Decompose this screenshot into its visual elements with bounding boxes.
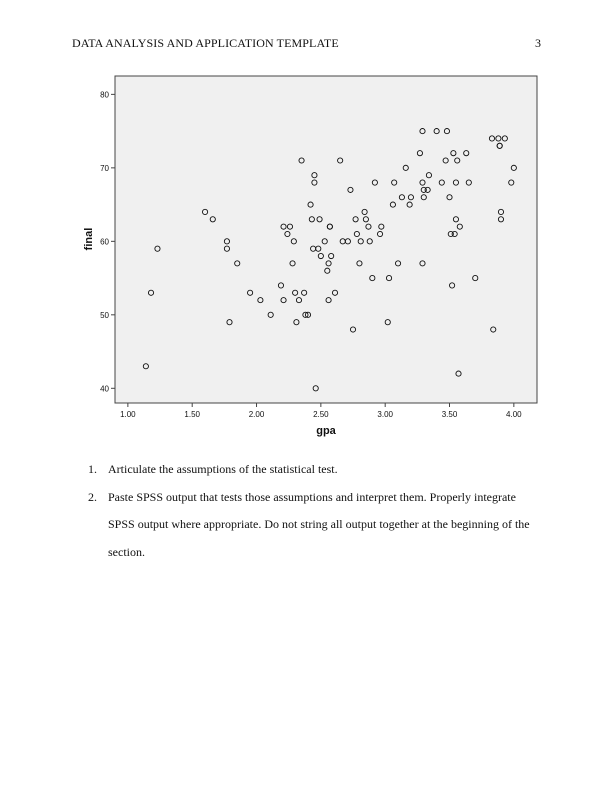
x-tick-label: 2.00 — [248, 410, 265, 419]
x-tick-label: 1.00 — [120, 410, 136, 419]
list-item-text: Articulate the assumptions of the statistical test. — [108, 462, 338, 476]
scatter-plot-svg — [80, 72, 550, 447]
x-tick-label: 1.50 — [184, 410, 200, 419]
y-tick-label: 40 — [100, 384, 109, 394]
list-item — [88, 484, 538, 567]
y-tick-label: 80 — [100, 90, 109, 100]
instruction-list — [88, 456, 538, 566]
y-axis-title: final — [83, 227, 95, 251]
x-tick-label: 3.50 — [441, 410, 458, 419]
list-item-number: 2. — [88, 489, 97, 504]
scatter-chart — [80, 72, 550, 447]
running-head: DATA ANALYSIS AND APPLICATION TEMPLATE — [72, 36, 339, 50]
list-item-text: Paste SPSS output that tests those assumptions and interpret them. Properly integrate SPSS output where appropriate. Do not string all output together at the beginning of the section. — [108, 489, 530, 559]
y-tick-label: 70 — [100, 163, 109, 173]
y-tick-label: 50 — [100, 310, 109, 320]
x-tick-label: 4.00 — [506, 410, 522, 419]
x-tick-label: 2.50 — [313, 410, 329, 419]
x-axis-title: gpa — [316, 425, 336, 437]
list-item-number: 1. — [88, 462, 97, 476]
page-number: 3 — [535, 36, 541, 50]
list-item — [88, 456, 538, 484]
y-tick-label: 60 — [100, 237, 109, 247]
x-tick-label: 3.00 — [377, 410, 393, 419]
